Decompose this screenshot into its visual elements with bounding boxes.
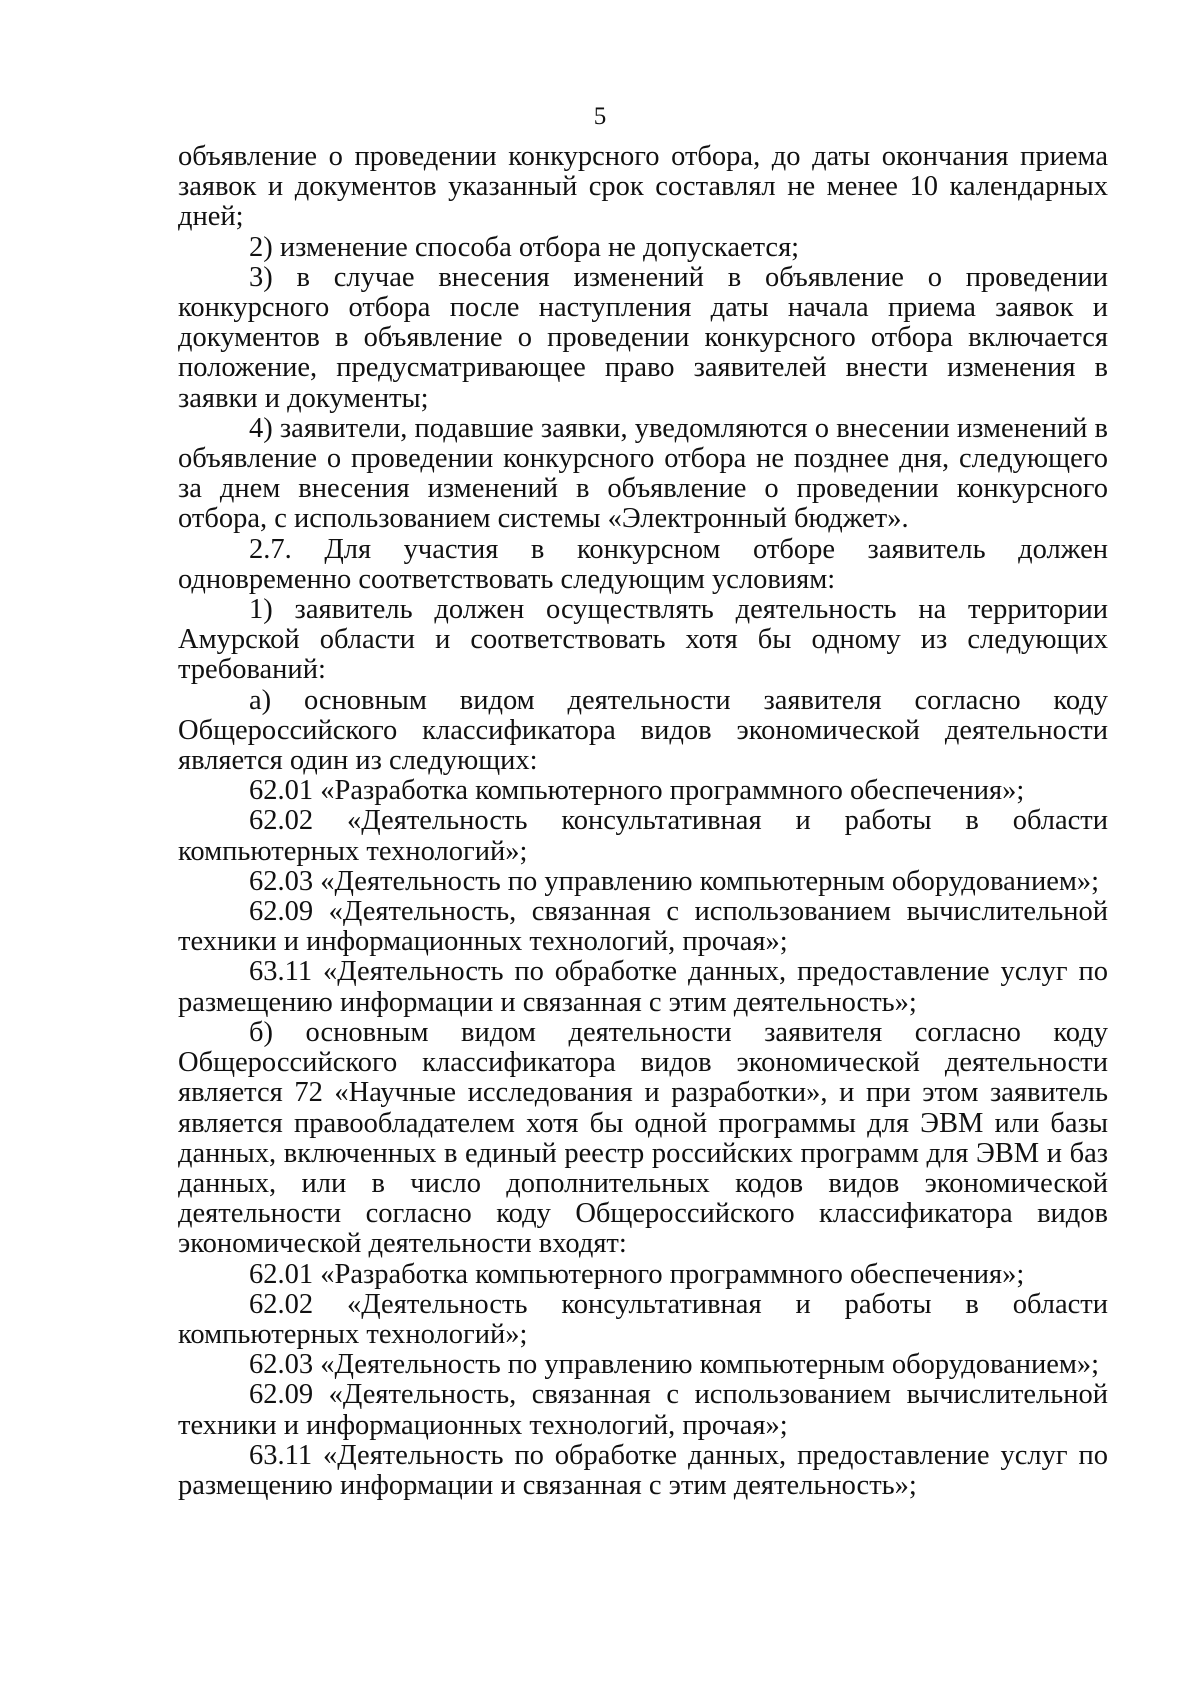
section-2-7: 2.7. Для участия в конкурсном отборе заявитель должен одновременно соответствовать следующим условиям: bbox=[178, 533, 1108, 595]
document-body bbox=[178, 142, 1108, 1501]
okved-code-item: 62.03 «Деятельность по управлению компьютерным оборудованием»; bbox=[249, 1349, 1100, 1381]
okved-code-item: 62.09 «Деятельность, связанная с использованием вычислительной техники и информационных технологий, прочая»; bbox=[178, 1379, 1108, 1441]
list-item-4: 4) заявители, подавшие заявки, уведомляются о внесении изменений в объявление о проведении конкурсного отбора не позднее дня, следующего за днем внесения изменений в объявление о проведении конкурсного отбора, с использованием системы «Электронный бюджет». bbox=[178, 412, 1108, 535]
okved-code-item: 63.11 «Деятельность по обработке данных, предоставление услуг по размещению информации и связанная с этим деятельность»; bbox=[178, 1439, 1108, 1501]
okved-code-item: 62.01 «Разработка компьютерного программного обеспечения»; bbox=[249, 775, 1025, 807]
okved-code-item: 62.02 «Деятельность консультативная и работы в области компьютерных технологий»; bbox=[178, 805, 1108, 867]
list-item-2: 2) изменение способа отбора не допускается; bbox=[249, 231, 800, 263]
condition-1: 1) заявитель должен осуществлять деятельность на территории Амурской области и соответствовать хотя бы одному из следующих требований: bbox=[178, 594, 1108, 686]
okved-code-item: 62.02 «Деятельность консультативная и работы в области компьютерных технологий»; bbox=[178, 1288, 1108, 1350]
okved-code-item: 62.09 «Деятельность, связанная с использованием вычислительной техники и информационных технологий, прочая»; bbox=[178, 896, 1108, 958]
okved-code-item: 62.03 «Деятельность по управлению компьютерным оборудованием»; bbox=[249, 865, 1100, 897]
requirement-b: б) основным видом деятельности заявителя согласно коду Общероссийского классификатора видов экономической деятельности является 72 «Научные исследования и разработки», и при этом заявитель является правообладателем хотя бы одной программы для ЭВМ или базы данных, включенных в единый реестр российских программ для ЭВМ и баз данных, или в число дополнительных кодов видов экономической деятельности согласно коду Общероссийского классификатора видов экономической деятельности входят: bbox=[178, 1016, 1108, 1260]
page-number: 5 bbox=[593, 103, 607, 130]
list-item-3: 3) в случае внесения изменений в объявление о проведении конкурсного отбора после наступления даты начала приема заявок и документов в объявление о проведении конкурсного отбора включается положение, предусматривающее право заявителей внести изменения в заявки и документы; bbox=[178, 261, 1108, 414]
okved-code-item: 62.01 «Разработка компьютерного программного обеспечения»; bbox=[249, 1258, 1025, 1290]
okved-code-item: 63.11 «Деятельность по обработке данных, предоставление услуг по размещению информации и связанная с этим деятельность»; bbox=[178, 956, 1108, 1018]
requirement-a: а) основным видом деятельности заявителя согласно коду Общероссийского классификатора видов экономической деятельности является один из следующих: bbox=[178, 684, 1108, 777]
paragraph-continuation: объявление о проведении конкурсного отбора, до даты окончания приема заявок и документов указанный срок составлял не менее 10 календарных дней; bbox=[178, 141, 1108, 233]
